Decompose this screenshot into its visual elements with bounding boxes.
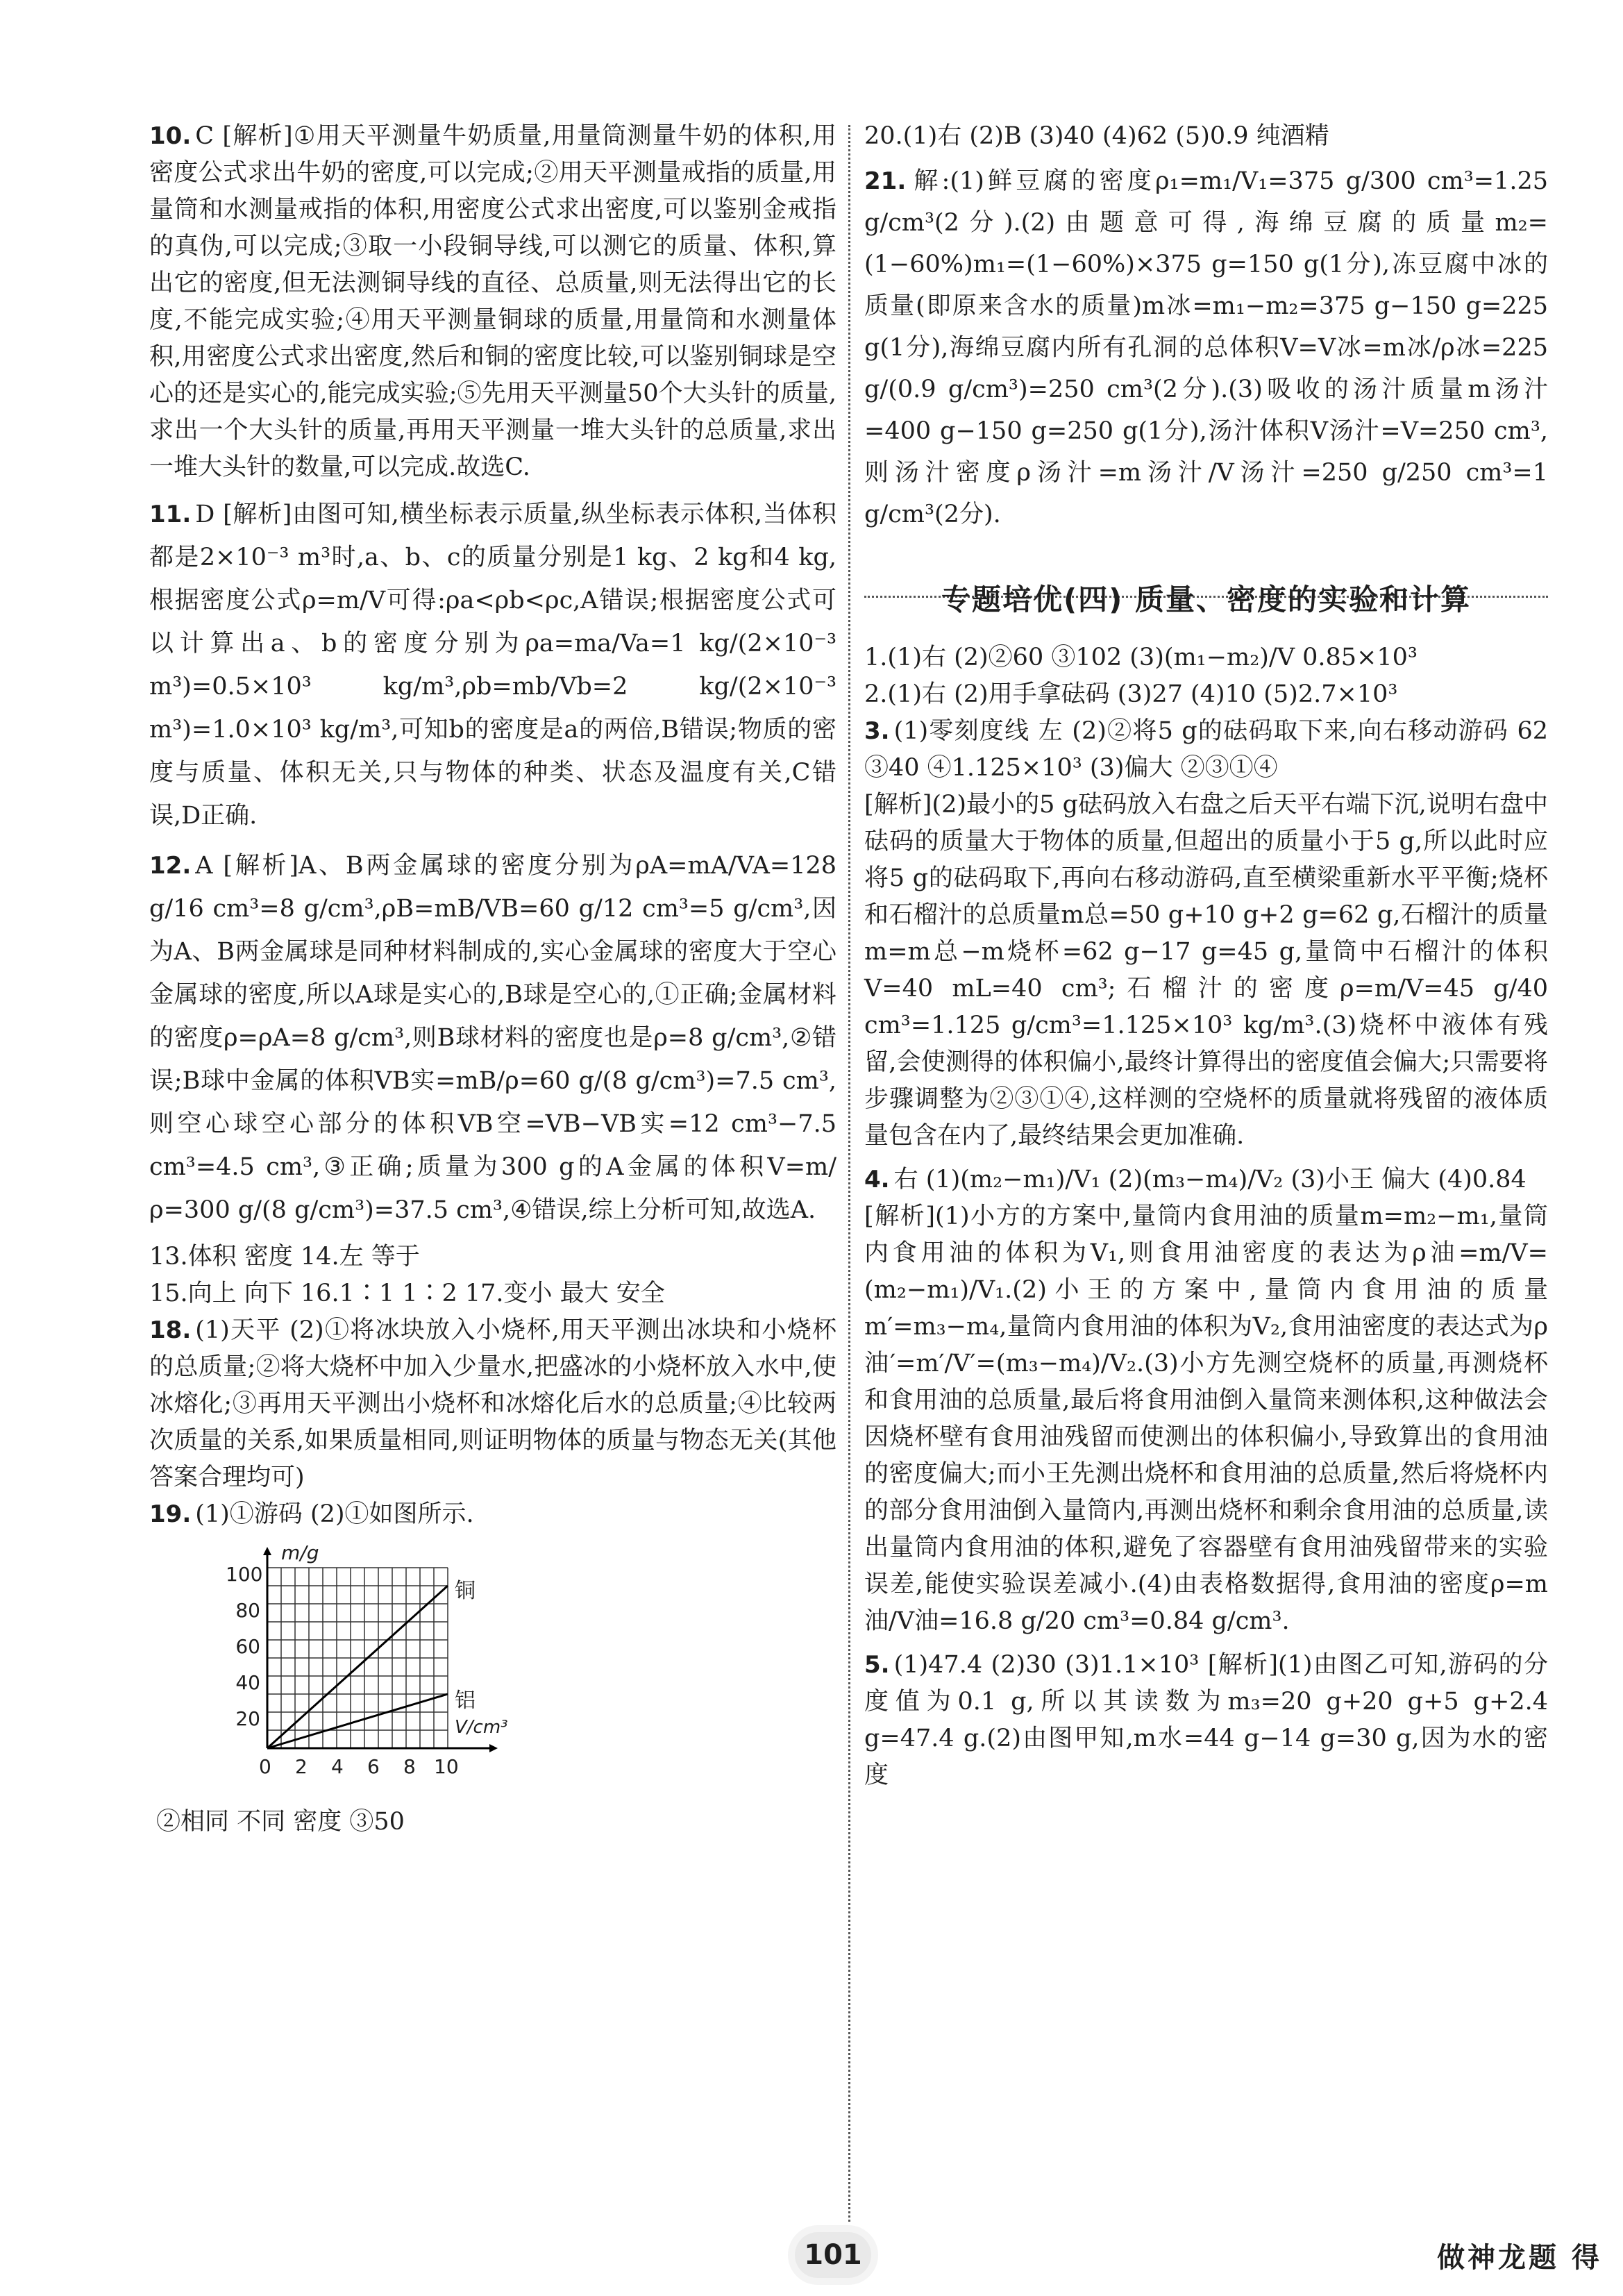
left-column	[149, 118, 836, 1841]
page-number: 101	[795, 2232, 871, 2278]
aluminum-line	[267, 1694, 448, 1748]
special-2: 2.(1)右 (2)用手拿砝码 (3)27 (4)10 (5)2.7×10³	[864, 680, 1398, 708]
special-3-analysis: [解析](2)最小的5 g砝码放入右盘之后天平右端下沉,说明右盘中砝码的质量大于物体的质量,但超出的质量小于5 g,所以此时应将5 g的砝码取下,再向右移动游码,直至横梁重新水平平衡;烧杯和石榴汁的总质量m总=50 g+10 g+2 g=62 g,石榴汁的质量m=m总−m烧杯=62 g−17 g=45 g,量筒中石榴汁的体积V=40 mL=40 cm³;石榴汁的密度ρ=m/V=45 g/40 cm³=1.125 g/cm³=1.125×10³ kg/m³.(3)烧杯中液体有残留,会使测得的体积偏小,最终计算得出的密度值会偏大;只需要将步骤调整为②③①④,这样测的空烧杯的质量就将残留的液体质量包含在内了,最终结果会更加准确.	[864, 791, 1548, 1150]
column-divider	[848, 125, 850, 2222]
label-aluminum: 铝	[455, 1689, 476, 1713]
answer-21: 21. 解:(1)鲜豆腐的密度ρ₁=m₁/V₁=375 g/300 cm³=1.25 g/cm³(2分).(2)由题意可得,海绵豆腐的质量m₂=(1−60%)m₁=(1−60%)×375 g=150 g(1分),冻豆腐中冰的质量(即原来含水的质量)m冰=m₁−m₂=375 g−150 g=225 g(1分),海绵豆腐内所有孔洞的总体积V=V冰=m冰/ρ冰=225 g/(0.9 g/cm³)=250 cm³(2分).(3)吸收的汤汁质量m汤汁=400 g−150 g=250 g(1分),汤汁体积V汤汁=V=250 cm³,则汤汁密度ρ汤汁=m汤汁/V汤汁=250 g/250 cm³=1 g/cm³(2分).	[864, 167, 1548, 528]
copper-line	[267, 1586, 448, 1748]
special-1: 1.(1)右 (2)②60 ③102 (3)(m₁−m₂)/V 0.85×10³	[864, 644, 1418, 671]
answer-15-17: 15.向上 向下 16.1∶1 1∶2 17.变小 最大 安全	[149, 1280, 665, 1307]
right-column	[864, 118, 1548, 1794]
page-footer	[0, 2218, 1623, 2296]
special-3: 3. (1)零刻度线 左 (2)②将5 g的砝码取下来,向右移动游码 62 ③40 ④1.125×10³ (3)偏大 ②③①④	[864, 717, 1548, 782]
answer-19: 19. (1)①游码 (2)①如图所示.	[149, 1500, 474, 1528]
answer-19-tail: ②相同 不同 密度 ③50	[156, 1808, 405, 1836]
graph-yticks: 100 80 60 40 20	[226, 1563, 263, 1730]
answer-11: 11. D [解析]由图可知,横坐标表示质量,纵坐标表示体积,当体积都是2×10⁻³ m³时,a、b、c的质量分别是1 kg、2 kg和4 kg,根据密度公式ρ=m/V可得:ρa<ρb<ρc,A错误;根据密度公式可以计算出a、b的密度分别为ρa=ma/Va=1 kg/(2×10⁻³ m³)=0.5×10³ kg/m³,ρb=mb/Vb=2 kg/(2×10⁻³ m³)=1.0×10³ kg/m³,可知b的密度是a的两倍,B错误;物质的密度与质量、体积无关,只与物体的种类、状态及温度有关,C错误,D正确.	[149, 501, 836, 830]
mass-volume-graph: m/g V/cm³ 铜 铝 100 80 60 40 20 0 2 4 6 8 10	[226, 1547, 587, 1797]
answer-13-14: 13.体积 密度 14.左 等于	[149, 1243, 420, 1271]
answer-18: 18. (1)天平 (2)①将冰块放入小烧杯,用天平测出冰块和小烧杯的总质量;②将大烧杯中加入少量水,把盛冰的小烧杯放入水中,使冰熔化;③再用天平测出小烧杯和冰熔化后水的总质量;④比较两次质量的关系,如果质量相同,则证明物体的质量与物态无关(其他答案合理均可)	[149, 1316, 836, 1491]
answer-12: 12. A [解析]A、B两金属球的密度分别为ρA=mA/VA=128 g/16 cm³=8 g/cm³,ρB=mB/VB=60 g/12 cm³=5 g/cm³,因为A、B两金属球是同种材料制成的,实心金属球的密度大于空心金属球的密度,所以A球是实心的,B球是空心的,①正确;金属材料的密度ρ=ρA=8 g/cm³,则B球材料的密度也是ρ=8 g/cm³,②错误;B球中金属的体积VB实=mB/ρ=60 g/(8 g/cm³)=7.5 cm³,则空心球空心部分的体积VB空=VB−VB实=12 cm³−7.5 cm³=4.5 cm³,③正确;质量为300 g的A金属的体积V=m/ρ=300 g/(8 g/cm³)=37.5 cm³,④错误,综上分析可知,故选A.	[149, 852, 836, 1224]
section-title: 专题培优(四) 质量、密度的实验和计算	[941, 583, 1471, 617]
special-5: 5. (1)47.4 (2)30 (3)1.1×10³ [解析](1)由图乙可知,游码的分度值为0.1 g,所以其读数为m₃=20 g+20 g+5 g+2.4 g=47.4 g.(2)由图甲知,m水=44 g−14 g=30 g,因为水的密度	[864, 1651, 1548, 1789]
special-4-analysis: [解析](1)小方的方案中,量筒内食用油的质量m=m₂−m₁,量筒内食用油的体积为V₁,则食用油密度的表达为ρ油=m/V=(m₂−m₁)/V₁.(2)小王的方案中,量筒内食用油的质量m′=m₃−m₄,量筒内食用油的体积为V₂,食用油密度的表达式为ρ油′=m′/V′=(m₃−m₄)/V₂.(3)小方先测空烧杯的质量,再测烧杯和食用油的总质量,最后将食用油倒入量筒来测体积,这种做法会因烧杯壁有食用油残留而使测出的体积偏小,导致算出的食用油的密度偏大;而小王先测出烧杯和食用油的总质量,然后将烧杯内的部分食用油倒入量筒内,再测出烧杯和剩余食用油的总质量,读出量筒内食用油的体积,避免了容器壁有食用油残留带来的实验误差,能使实验误差减小.(4)由表格数据得,食用油的密度ρ=m油/V油=16.8 g/20 cm³=0.84 g/cm³.	[864, 1203, 1548, 1635]
label-copper: 铜	[455, 1579, 476, 1603]
answer-20: 20.(1)右 (2)B (3)40 (4)62 (5)0.9 纯酒精	[864, 122, 1329, 150]
graph-ylabel: m/g	[281, 1541, 319, 1564]
graph-xlabel: V/cm³	[455, 1717, 508, 1738]
brand-text: 做神龙题 得	[1437, 2242, 1602, 2274]
answer-10: 10. C [解析]①用天平测量牛奶质量,用量筒测量牛奶的体积,用密度公式求出牛奶的密度,可以完成;②用天平测量戒指的质量,用量筒和水测量戒指的体积,用密度公式求出密度,可以鉴别金戒指的真伪,可以完成;③取一小段铜导线,可以测它的质量、体积,算出它的密度,但无法测铜导线的直径、总质量,则无法得出它的长度,不能完成实验;④用天平测量铜球的质量,用量筒和水测量体积,用密度公式求出密度,然后和铜的密度比较,可以鉴别铜球是空心的还是实心的,能完成实验;⑤先用天平测量50个大头针的质量,求出一个大头针的质量,再用天平测量一堆大头针的总质量,求出一堆大头针的数量,可以完成.故选C.	[149, 122, 836, 481]
special-4: 4. 右 (1)(m₂−m₁)/V₁ (2)(m₃−m₄)/V₂ (3)小王 偏大 (4)0.84	[864, 1166, 1527, 1193]
